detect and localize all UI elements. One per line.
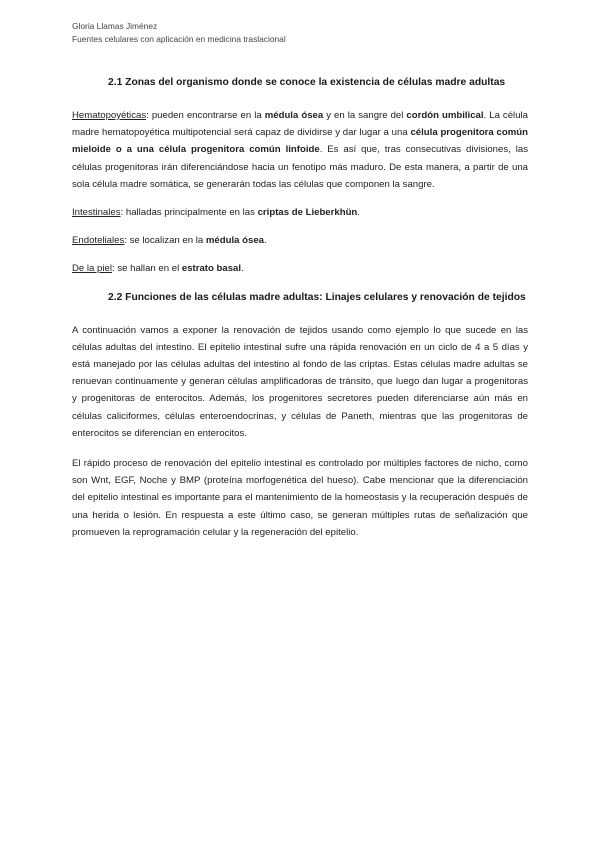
label-endoteliales: Endoteliales xyxy=(72,235,125,247)
label-piel: De la piel xyxy=(72,263,112,275)
section-heading-2-1: 2.1 Zonas del organismo donde se conoce la existencia de células madre adultas xyxy=(108,77,506,88)
paragraph-endoteliales: Endoteliales: se localizan en la médula ósea. xyxy=(72,235,267,247)
document-body xyxy=(72,76,528,541)
paragraph-renovacion: A continuación vamos a exponer la renovación de tejidos usando como ejemplo lo que sucede en las células adultas del intestino. El epitelio intestinal sufre una rápida renovación en un ciclo de 4 a 5 días y está manejado por las células adultas del intestino al fondo de las criptas. Estas células madre adultas se renuevan continuamente y generan células amplificadoras de tránsito, que luego dan lugar a progenitoras y progenitoras de enterocitos. Además, los progenitores secretores pueden diferenciarse aún más en células caliciformes, células enteroendocrinas, y células de Paneth, mientras que las progenitoras de enterocitos se diferencian en enterocitos. xyxy=(72,324,528,439)
paragraph-piel: De la piel: se hallan en el estrato basal. xyxy=(72,263,244,275)
label-hematopoyeticas: Hematopoyéticas xyxy=(72,110,147,121)
paragraph-intestinales: Intestinales: halladas principalmente en las criptas de Lieberkhün. xyxy=(72,207,360,219)
paragraph-hematopoyeticas: Hematopoyéticas: pueden encontrarse en la médula ósea y en la sangre del cordón umbilical. La célula madre hematopoyética multipotencial será capaz de dividirse y dar lugar a una célula progenitora común mieloide o a una célula progenitora común linfoide. Es así que, tras consecutivas divisiones, las células progenitoras irán diferenciándose hacia un fenotipo más maduro. De esta manera, a partir de una sola célula madre somática, se generarán todas las células que componen la sangre. xyxy=(72,110,528,190)
paragraph-factores-nicho: El rápido proceso de renovación del epitelio intestinal es controlado por múltiples factores de nicho, como son Wnt, EGF, Noche y BMP (proteína morfogenética del hueso). Cabe mencionar que la diferenciación del epitelio intestinal es importante para el mantenimiento de la homeostasis y la recuperación después de una herida o lesión. En respuesta a este último caso, se generan múltiples rutas de señalización que promueven la reprogramación celular y la regeneración del epitelio. xyxy=(72,458,528,538)
header-subtitle: Fuentes celulares con aplicación en medicina traslacional xyxy=(72,34,286,44)
header-author: Gloria Llamas Jiménez xyxy=(72,21,158,31)
page-header xyxy=(72,20,286,46)
label-intestinales: Intestinales xyxy=(72,207,121,219)
section-heading-2-2: 2.2 Funciones de las células madre adultas: Linajes celulares y renovación de tejidos xyxy=(108,291,526,303)
